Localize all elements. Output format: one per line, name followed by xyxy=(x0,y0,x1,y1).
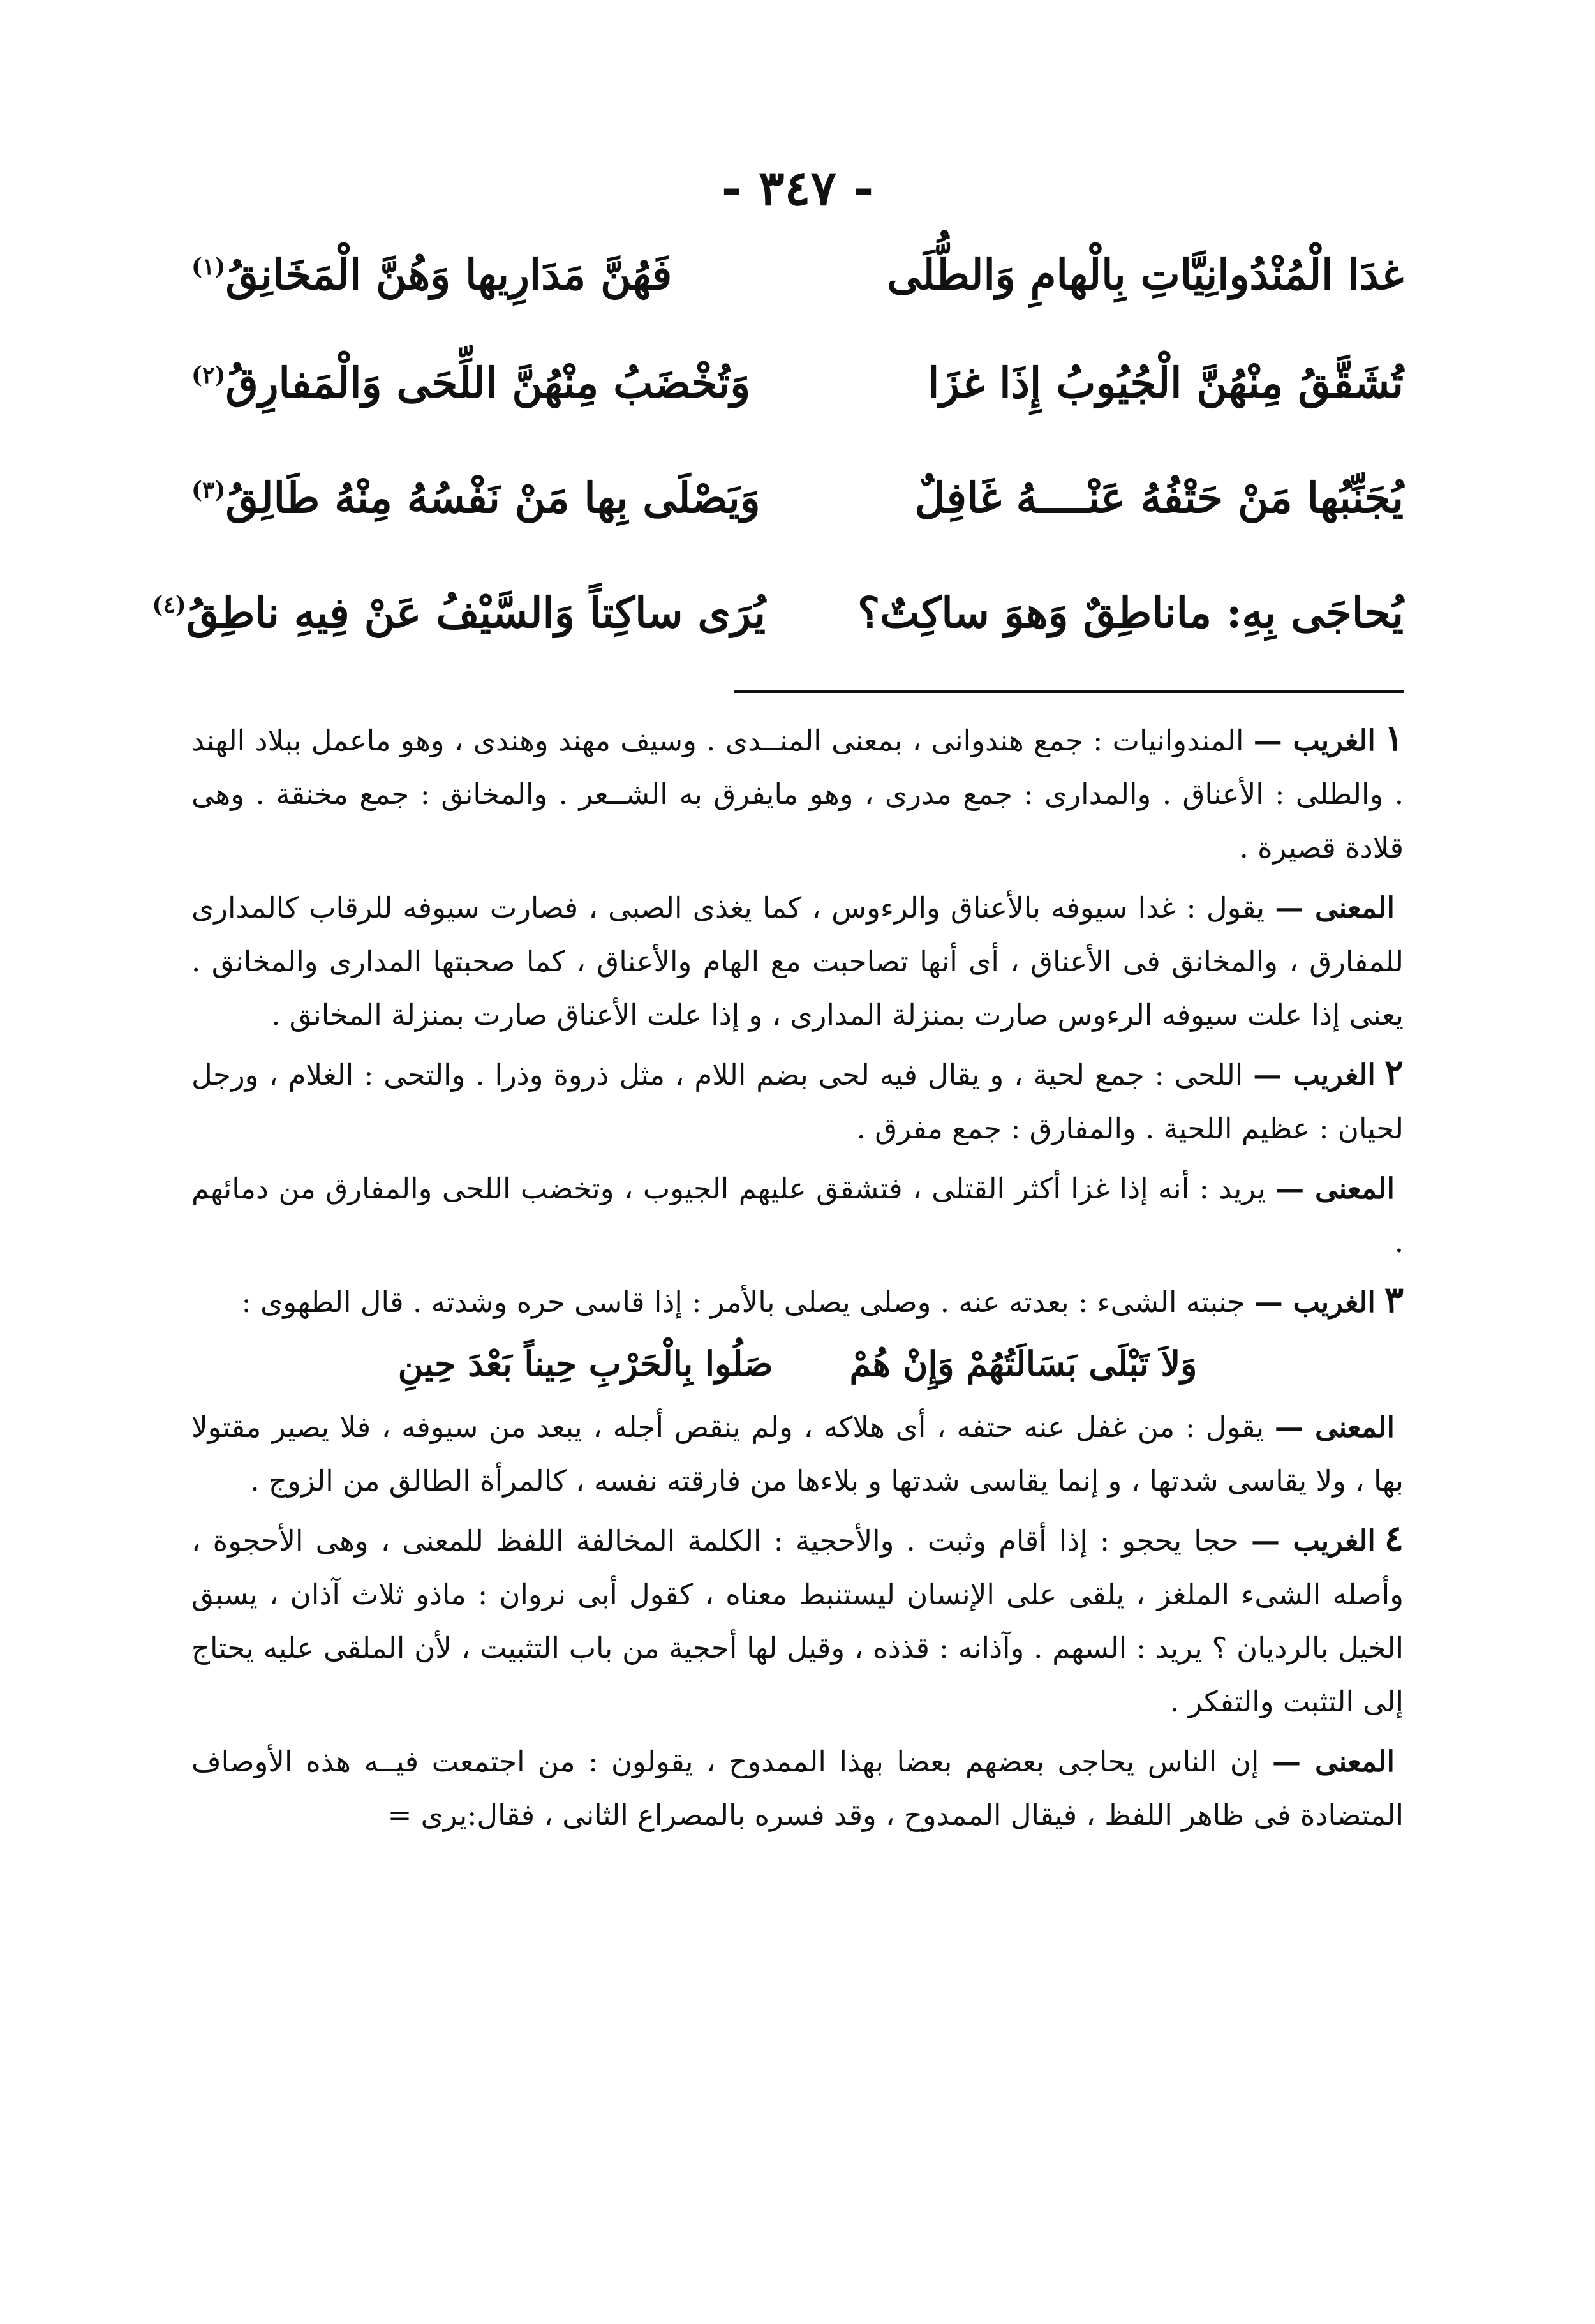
note-number: ٤ xyxy=(1384,1517,1404,1560)
verse-hemistich-first: غدَا الْمُنْدُوانِيَّاتِ بِالْهامِ وَالطُّلَى xyxy=(887,250,1404,299)
note-text: جنبته الشىء : بعدته عنه . وصلى يصلى بالأمر : إذا قاسى حره وشدته . قال الطهوى : xyxy=(241,1285,1254,1319)
cited-verse-first: وَلاَ تَبْلَى بَسَالَتُهُمْ وَإِنْ هُمْ xyxy=(849,1343,1198,1384)
commentary-notes xyxy=(191,711,1404,1846)
verse-line xyxy=(191,338,1404,428)
note-paragraph xyxy=(191,1512,1404,1729)
footnote-marker: (٤) xyxy=(152,592,186,618)
note-text: المندوانيات : جمع هندوانى ، بمعنى المنــدى . وسيف مهند وهندى ، وهو ماعمل ببلاد الهند . والطلى : الأعناق . والمدارى : جمع مدرى ، وهو مايفرق به الشــعر . والمخانق : جمع مخنقة . وهى قلادة قصيرة . xyxy=(191,724,1404,865)
note-label: المعنى — xyxy=(1274,1410,1395,1444)
cited-verse xyxy=(191,1333,1404,1394)
note-label: الغريب — xyxy=(1254,1285,1376,1319)
page-number: - ٣٤٧ - xyxy=(721,160,874,216)
note-paragraph xyxy=(191,1398,1404,1508)
note-text: يقول : غدا سيوفه بالأعناق والرءوس ، كما يغذى الصبى ، فصارت سيوفه للرقاب كالمدارى للمفارق ، والمخانق فى الأعناق ، أى أنها تصاحبت مع الهام والأعناق ، كما صحبتها المدارى والمخانق . يعنى إذا علت سيوفه الرءوس صارت بمنزلة المدارى ، و إذا علت الأعناق صارت بمنزلة المخانق . xyxy=(191,891,1404,1032)
note-number: ٣ xyxy=(1384,1279,1404,1321)
note-paragraph xyxy=(191,1273,1404,1329)
note-paragraph xyxy=(191,711,1404,875)
note-number: ٢ xyxy=(1384,1052,1404,1094)
note-text: يقول : من غفل عنه حتفه ، أى هلاكه ، ولم ينقص أجله ، يبعد من سيوفه ، فلا يصير مقتولا بها ، ولا يقاسى شدتها ، و إنما يقاسى شدتها و بلاءها من فارقته نفسه ، كالمرأة الطالق من الزوج . xyxy=(191,1410,1404,1498)
note-label: الغريب — xyxy=(1253,1058,1376,1092)
note-label: الغريب — xyxy=(1253,724,1376,757)
cited-verse-second: صَلُوا بِالْحَرْبِ حِيناً بَعْدَ حِينِ xyxy=(397,1343,773,1384)
note-number: ١ xyxy=(1384,717,1404,759)
note-text: اللحى : جمع لحية ، و يقال فيه لحى بضم اللام ، مثل ذروة وذرا . والتحى : الغلام ، ورجل لحيان : عظيم اللحية . والمفارق : جمع مفرق . xyxy=(191,1058,1404,1145)
verse-hemistich-second: وَيَصْلَى بِها مَنْ نَفْسُهُ مِنْهُ طَالِقُ$^{(٣)}$ xyxy=(191,473,760,523)
footnote-marker: (١) xyxy=(191,253,226,280)
note-label: المعنى — xyxy=(1275,891,1395,925)
verse-line xyxy=(191,230,1404,319)
footnote-marker: (٣) xyxy=(191,477,226,503)
note-paragraph xyxy=(191,879,1404,1042)
verse-hemistich-first: يُحاجَى بِهِ: ماناطِقٌ وَهوَ ساكِتٌ؟ xyxy=(857,588,1404,637)
verse-hemistich-first: تُشَقَّقُ مِنْهُنَّ الْجُيُوبُ إِذَا غزَا xyxy=(927,358,1404,408)
verse-hemistich-second: يُرَى ساكِتاً وَالسَّيْفُ عَنْ فِيهِ ناطِقُ$^{(٤)}$ xyxy=(152,588,766,637)
note-text: إن الناس يحاجى بعضهم بعضا بهذا الممدوح ، يقولون : من اجتمعت فيــه هذه الأوصاف المتضادة فى ظاهر اللفظ ، فيقال الممدوح ، وقد فسره بالمصراع الثانى ، فقال:يرى = xyxy=(191,1745,1404,1832)
verse-line xyxy=(152,568,1404,657)
note-text: حجا يحجو : إذا أقام وثبت . والأحجية : الكلمة المخالفة اللفظ للمعنى ، وهى الأحجوة ، وأصله الشىء الملغز ، يلقى على الإنسان ليستنبط معناه ، كقول أبى نروان : ماذو ثلاث آذان ، يسبق الخيل بالرديان ؟ يريد : السهم . وآذانه : قذذه ، وقيل لها أحجية من باب التثبيت ، لأن الملقى عليه يحتاج إلى التثبت والتفكر . xyxy=(191,1524,1404,1718)
note-label: المعنى — xyxy=(1272,1745,1395,1778)
note-paragraph xyxy=(191,1732,1404,1842)
note-paragraph xyxy=(191,1046,1404,1156)
note-text: يريد : أنه إذا غزا أكثر القتلى ، فتشقق عليهم الجيوب ، وتخضب اللحى والمفارق من دمائهم . xyxy=(191,1172,1404,1259)
verse-line xyxy=(191,453,1404,542)
note-label: المعنى — xyxy=(1275,1172,1395,1205)
verse-hemistich-first: يُجَنِّبُها مَنْ حَتْفُهُ عَنْــــهُ غَافِلٌ xyxy=(914,473,1404,523)
verse-hemistich-second: وَتُخْضَبُ مِنْهُنَّ اللِّحَى وَالْمَفارِقُ$^{(٢)}$ xyxy=(191,358,751,408)
note-label: الغريب — xyxy=(1250,1524,1376,1558)
footnote-marker: (٢) xyxy=(191,362,226,389)
verse-hemistich-second: فَهُنَّ مَدَارِيها وَهُنَّ الْمَخَانِقُ$^{(١)}$ xyxy=(191,250,672,299)
footnote-divider xyxy=(734,690,1404,693)
note-paragraph xyxy=(191,1159,1404,1269)
